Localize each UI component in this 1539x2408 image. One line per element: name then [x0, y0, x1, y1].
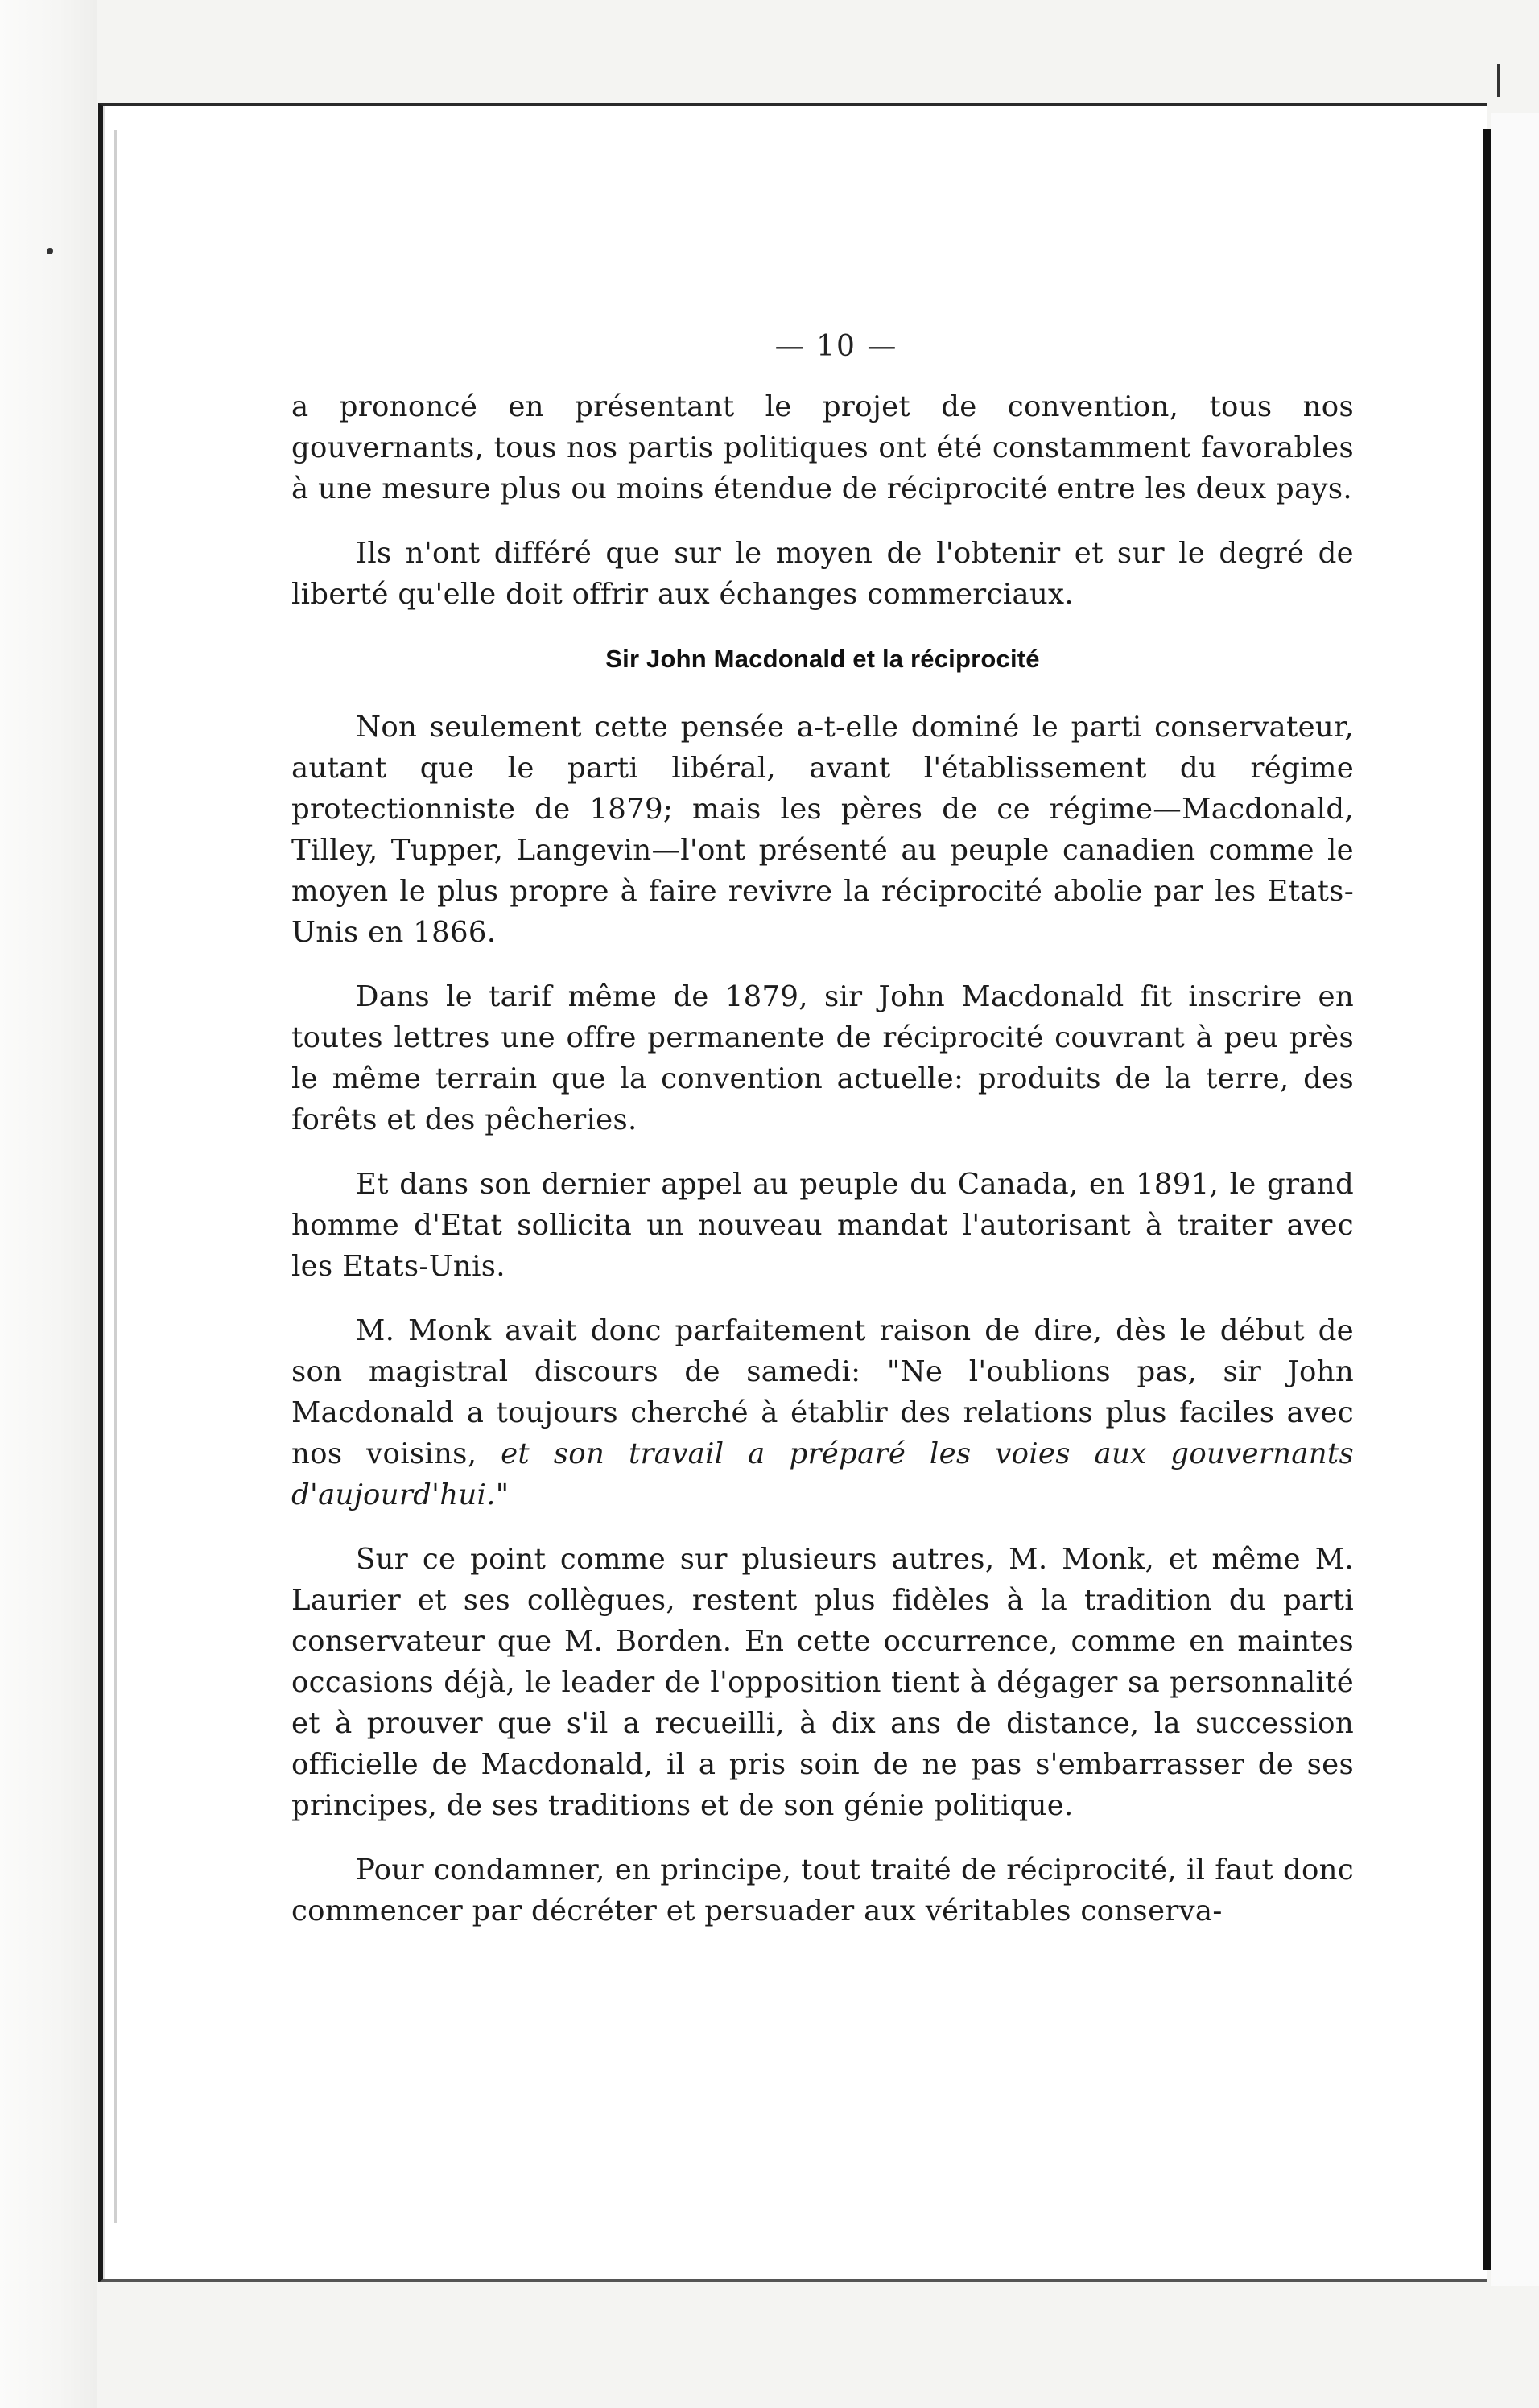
quote-lead-text: M. Monk avait donc parfaitement raison de dire, dès le début de son magistral discours de samedi: "Ne l'oublions pas, sir John Macdonald a toujours cherché à établir des relations plus faciles avec nos voisins,	[291, 1314, 1354, 1470]
paragraph-quote	[291, 1310, 1354, 1515]
section-heading: Sir John Macdonald et la réciprocité	[605, 645, 1040, 673]
paragraph: Et dans son dernier appel au peuple du Canada, en 1891, le grand homme d'Etat sollicita un nouveau mandat l'autorisant à traiter avec les Etats-Unis.	[291, 1168, 1354, 1283]
page-text	[291, 326, 1354, 1955]
scan-speck-top-right	[1497, 64, 1500, 97]
paragraph: Ils n'ont différé que sur le moyen de l'obtenir et sur le degré de liberté qu'elle doit offrir aux échanges commerciaux.	[291, 537, 1354, 611]
page-gutter-line	[114, 130, 117, 2223]
scan-margin-left	[0, 0, 97, 2408]
next-page-edge	[1483, 129, 1491, 2270]
paragraph: Non seulement cette pensée a-t-elle dominé le parti conservateur, autant que le parti libéral, avant l'établissement du régime protectionniste de 1879; mais les pères de ce régime—Macdonald, Tilley, Tupper, Langevin—l'ont présenté au peuple canadien comme le moyen le plus propre à faire revivre la réciprocité abolie par les Etats-Unis en 1866.	[291, 711, 1354, 949]
paragraph: Dans le tarif même de 1879, sir John Macdonald fit inscrire en toutes lettres une offre permanente de réciprocité couvrant à peu près le même terrain que la convention actuelle: produits de la terre, des forêts et des pêcheries.	[291, 980, 1354, 1136]
scan-speck	[47, 248, 53, 254]
paragraph: Sur ce point comme sur plusieurs autres, M. Monk, et même M. Laurier et ses collègues, restent plus fidèles à la tradition du parti conservateur que M. Borden. En cette occurrence, comme en maintes occasions déjà, le leader de l'opposition tient à dégager sa personnalité et à prouver que s'il a recueilli, à dix ans de distance, la succession officielle de Macdonald, il a pris soin de ne pas s'embarrasser de ses principes, de ses traditions et de son génie politique.	[291, 1543, 1354, 1822]
paragraph: Pour condamner, en principe, tout traité de réciprocité, il faut donc commencer par décréter et persuader aux véritables conserva-	[291, 1853, 1354, 1928]
page-number: — 10 —	[774, 330, 898, 363]
paragraph-continuation: a prononcé en présentant le projet de convention, tous nos gouvernants, tous nos partis politiques ont été constamment favorables à une mesure plus ou moins étendue de réciprocité entre les deux pays.	[291, 390, 1354, 505]
scan-margin-right	[1491, 113, 1539, 2286]
quote-italic-text: et son travail a préparé les voies aux gouvernants d'aujourd'hui."	[291, 1437, 1354, 1511]
